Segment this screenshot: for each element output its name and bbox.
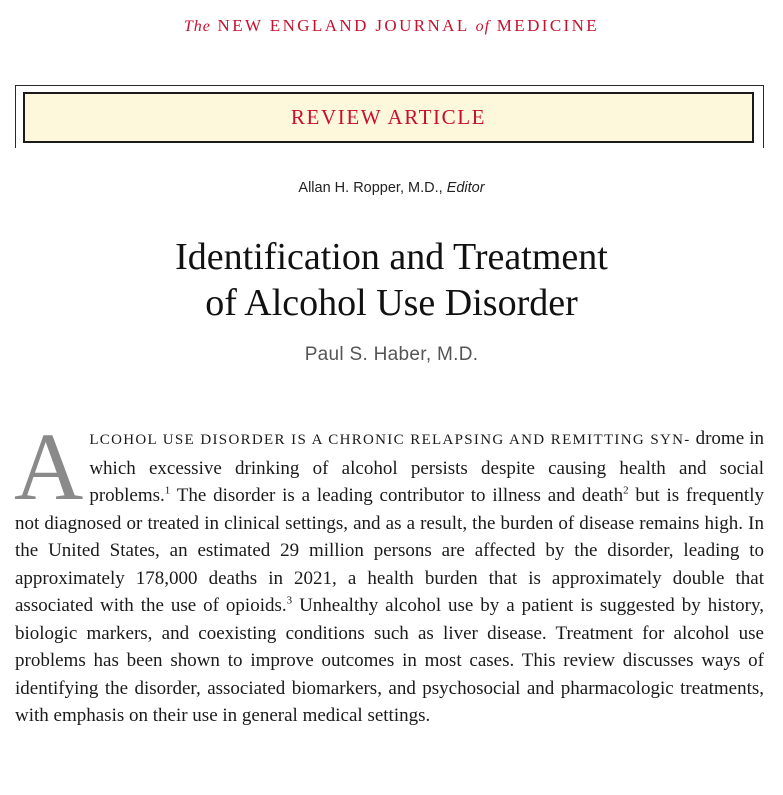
author-byline: Paul S. Haber, M.D. bbox=[304, 344, 479, 365]
reference-2[interactable]: 2 bbox=[623, 484, 629, 497]
masthead-name-part2: MEDICINE bbox=[496, 16, 600, 35]
article-type-label: REVIEW ARTICLE bbox=[290, 105, 487, 129]
journal-masthead bbox=[0, 16, 783, 36]
masthead-the: The bbox=[183, 18, 211, 35]
article-title bbox=[0, 234, 783, 326]
title-line-1: Identification and Treatment bbox=[175, 236, 608, 278]
lead-smallcaps: LCOHOL USE DISORDER IS A CHRONIC RELAPSING AND REMITTING SYN- bbox=[89, 432, 691, 448]
editor-line bbox=[0, 180, 783, 196]
editor-name: Allan H. Ropper, M.D., bbox=[298, 180, 443, 196]
reference-1[interactable]: 1 bbox=[164, 484, 171, 497]
editor-role: Editor bbox=[446, 180, 485, 196]
abstract-paragraph bbox=[14, 413, 764, 730]
body-text-1: drome in which excessive drinking of alcohol persists despite causing health and social problems. bbox=[89, 428, 764, 506]
reference-3[interactable]: 3 bbox=[286, 594, 293, 607]
masthead-of: of bbox=[475, 18, 491, 35]
title-line-2: of Alcohol Use Disorder bbox=[205, 282, 578, 324]
body-text-3: but is frequently not diagnosed or treated in clinical settings, and as a result, the burden of disease remains high. In the United States, an estimated 29 million persons are affected by the disorder, leading to approximately 178,000 deaths in 2021, a health burden that is approximately double that associated with the use of opioids. bbox=[15, 485, 764, 616]
body-text-4: Unhealthy alcohol use by a patient is suggested by history, biologic markers, and coexisting conditions such as liver disease. Treatment for alcohol use problems has been shown to improve outcomes in most cases. This review discusses ways of identifying the disorder, associated biomarkers, and psychosocial and pharmacologic treatments, with emphasis on their use in general medical settings. bbox=[15, 595, 764, 726]
article-type-box bbox=[23, 92, 754, 143]
drop-cap: A bbox=[14, 413, 84, 520]
masthead-name-part1: NEW ENGLAND JOURNAL bbox=[217, 16, 470, 35]
body-text-2: The disorder is a leading contributor to illness and death bbox=[170, 485, 624, 506]
